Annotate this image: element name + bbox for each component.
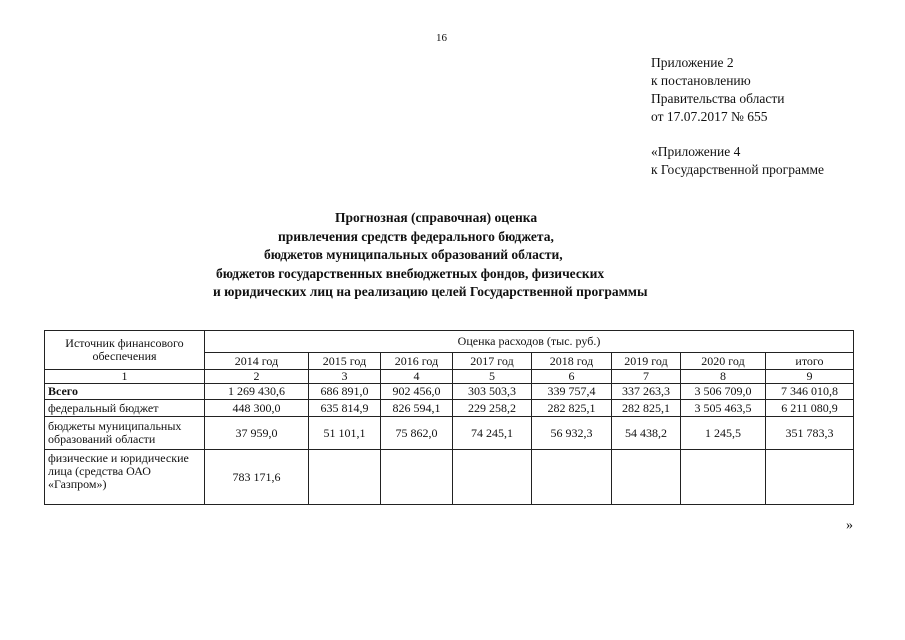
column-number: 9 bbox=[766, 370, 854, 384]
table-cell bbox=[681, 450, 766, 505]
row-label: физические и юридические лица (средства ОАО «Газпром») bbox=[45, 450, 205, 505]
title-line: бюджетов государственных внебюджетных фондов, физических bbox=[216, 265, 605, 281]
year-header: 2016 год bbox=[381, 353, 453, 370]
column-number: 8 bbox=[681, 370, 766, 384]
table-cell: 826 594,1 bbox=[381, 400, 453, 417]
table-cell bbox=[309, 450, 381, 505]
appendix-sub-line: «Приложение 4 bbox=[651, 144, 741, 159]
row-label: Всего bbox=[45, 384, 205, 400]
year-header: 2020 год bbox=[681, 353, 766, 370]
table-cell: 56 932,3 bbox=[532, 417, 612, 450]
table-cell: 37 959,0 bbox=[205, 417, 309, 450]
table-cell: 303 503,3 bbox=[453, 384, 532, 400]
table-cell bbox=[532, 450, 612, 505]
source-header: Источник финансового обеспечения bbox=[45, 331, 205, 370]
table-cell: 351 783,3 bbox=[766, 417, 854, 450]
table-cell: 7 346 010,8 bbox=[766, 384, 854, 400]
table-cell: 74 245,1 bbox=[453, 417, 532, 450]
table-cell: 51 101,1 bbox=[309, 417, 381, 450]
appendix-line: от 17.07.2017 № 655 bbox=[651, 109, 768, 124]
year-header: 2019 год bbox=[612, 353, 681, 370]
title-line: Прогнозная (справочная) оценка bbox=[335, 210, 538, 225]
table-cell: 686 891,0 bbox=[309, 384, 381, 400]
year-header: итого bbox=[766, 353, 854, 370]
estimate-header: Оценка расходов (тыс. руб.) bbox=[205, 331, 854, 353]
year-header: 2015 год bbox=[309, 353, 381, 370]
table-cell bbox=[612, 450, 681, 505]
year-header: 2017 год bbox=[453, 353, 532, 370]
table-cell bbox=[453, 450, 532, 505]
table-cell: 783 171,6 bbox=[205, 450, 309, 505]
table-cell: 54 438,2 bbox=[612, 417, 681, 450]
table-cell: 1 245,5 bbox=[681, 417, 766, 450]
title-line: привлечения средств федерального бюджета, bbox=[278, 228, 554, 244]
table-cell: 282 825,1 bbox=[612, 400, 681, 417]
page-number: 16 bbox=[436, 32, 447, 44]
table-cell: 6 211 080,9 bbox=[766, 400, 854, 417]
column-number: 2 bbox=[205, 370, 309, 384]
appendix-block bbox=[651, 54, 784, 126]
table-row bbox=[45, 417, 854, 450]
table-row bbox=[45, 384, 854, 400]
financing-table bbox=[44, 330, 854, 505]
row-label: федеральный бюджет bbox=[45, 400, 205, 417]
row-label: бюджеты муниципальных образований области bbox=[45, 417, 205, 450]
table-row bbox=[45, 450, 854, 505]
appendix-line: к постановлению bbox=[651, 73, 751, 88]
appendix-sub-line: к Государственной программе bbox=[651, 162, 825, 177]
table-cell: 229 258,2 bbox=[453, 400, 532, 417]
column-number: 5 bbox=[453, 370, 532, 384]
table-cell: 635 814,9 bbox=[309, 400, 381, 417]
table-cell: 448 300,0 bbox=[205, 400, 309, 417]
table-row bbox=[45, 400, 854, 417]
table-cell bbox=[381, 450, 453, 505]
table-cell: 339 757,4 bbox=[532, 384, 612, 400]
document-title bbox=[180, 209, 740, 302]
table-cell: 75 862,0 bbox=[381, 417, 453, 450]
appendix-sub-block bbox=[651, 143, 824, 179]
column-number: 1 bbox=[45, 370, 205, 384]
closing-quote: » bbox=[846, 518, 853, 533]
column-number: 3 bbox=[309, 370, 381, 384]
column-number: 7 bbox=[612, 370, 681, 384]
table-cell: 282 825,1 bbox=[532, 400, 612, 417]
column-number: 4 bbox=[381, 370, 453, 384]
title-line: и юридических лиц на реализацию целей Государственной программы bbox=[213, 284, 648, 299]
column-number: 6 bbox=[532, 370, 612, 384]
table-cell: 3 505 463,5 bbox=[681, 400, 766, 417]
appendix-line: Приложение 2 bbox=[651, 55, 734, 70]
year-header: 2018 год bbox=[532, 353, 612, 370]
appendix-line: Правительства области bbox=[651, 91, 785, 106]
table-cell: 902 456,0 bbox=[381, 384, 453, 400]
year-header: 2014 год bbox=[205, 353, 309, 370]
table-cell: 3 506 709,0 bbox=[681, 384, 766, 400]
table-cell: 1 269 430,6 bbox=[205, 384, 309, 400]
title-line: бюджетов муниципальных образований области, bbox=[264, 247, 563, 262]
table-cell bbox=[766, 450, 854, 505]
table-cell: 337 263,3 bbox=[612, 384, 681, 400]
